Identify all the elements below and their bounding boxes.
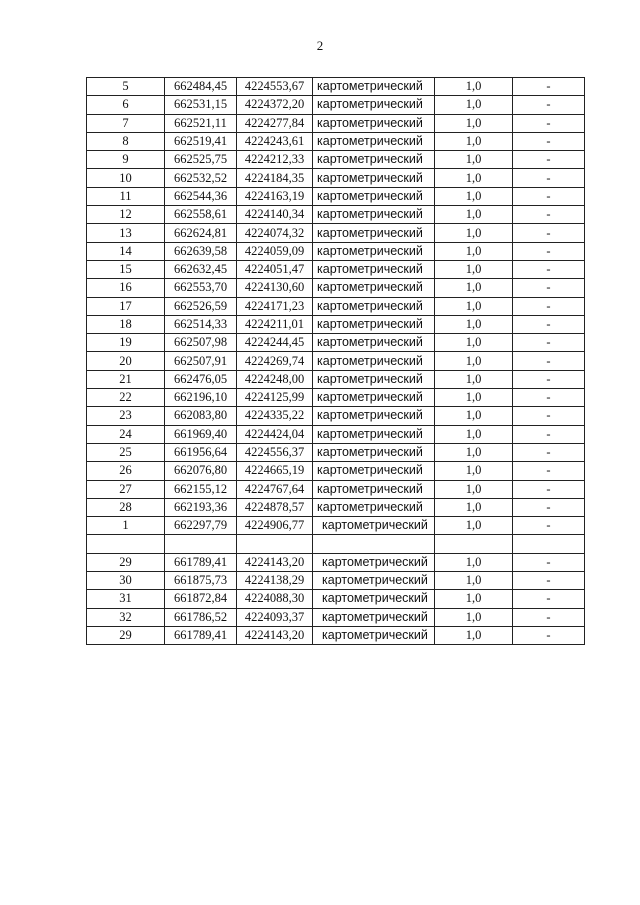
point-number-cell: 12 [87, 206, 165, 224]
table-row [87, 517, 585, 535]
y-coordinate-cell: 4224163,19 [237, 187, 313, 205]
accuracy-cell: 1,0 [435, 297, 513, 315]
method-cell: картометрический [313, 517, 435, 535]
description-cell: - [513, 572, 585, 590]
x-coordinate-cell: 661969,40 [165, 425, 237, 443]
method-cell: картометрический [313, 370, 435, 388]
table-row [87, 169, 585, 187]
y-coordinate-cell: 4224074,32 [237, 224, 313, 242]
y-coordinate-cell: 4224143,20 [237, 626, 313, 644]
x-coordinate-cell: 662525,75 [165, 151, 237, 169]
point-number-cell: 13 [87, 224, 165, 242]
table-row [87, 462, 585, 480]
x-coordinate-cell: 662639,58 [165, 242, 237, 260]
point-number-cell: 29 [87, 626, 165, 644]
x-coordinate-cell: 662553,70 [165, 279, 237, 297]
y-coordinate-cell: 4224171,23 [237, 297, 313, 315]
table-row [87, 224, 585, 242]
table-row [87, 297, 585, 315]
description-cell: - [513, 297, 585, 315]
accuracy-cell [435, 535, 513, 553]
point-number-cell: 7 [87, 114, 165, 132]
description-cell: - [513, 407, 585, 425]
accuracy-cell: 1,0 [435, 187, 513, 205]
x-coordinate-cell: 661875,73 [165, 572, 237, 590]
accuracy-cell: 1,0 [435, 626, 513, 644]
description-cell: - [513, 151, 585, 169]
table-row [87, 315, 585, 333]
point-number-cell: 17 [87, 297, 165, 315]
point-number-cell: 21 [87, 370, 165, 388]
x-coordinate-cell: 662476,05 [165, 370, 237, 388]
description-cell: - [513, 206, 585, 224]
accuracy-cell: 1,0 [435, 480, 513, 498]
accuracy-cell: 1,0 [435, 370, 513, 388]
table-row [87, 608, 585, 626]
y-coordinate-cell: 4224243,61 [237, 132, 313, 150]
description-cell: - [513, 608, 585, 626]
table-row [87, 407, 585, 425]
method-cell: картометрический [313, 425, 435, 443]
accuracy-cell: 1,0 [435, 425, 513, 443]
accuracy-cell: 1,0 [435, 498, 513, 516]
description-cell: - [513, 224, 585, 242]
coordinates-table-body [87, 78, 585, 645]
point-number-cell: 29 [87, 553, 165, 571]
description-cell: - [513, 480, 585, 498]
method-cell: картометрический [313, 96, 435, 114]
x-coordinate-cell: 662531,15 [165, 96, 237, 114]
y-coordinate-cell: 4224130,60 [237, 279, 313, 297]
table-row [87, 206, 585, 224]
y-coordinate-cell: 4224767,64 [237, 480, 313, 498]
y-coordinate-cell: 4224269,74 [237, 352, 313, 370]
method-cell: картометрический [313, 480, 435, 498]
description-cell: - [513, 352, 585, 370]
y-coordinate-cell: 4224277,84 [237, 114, 313, 132]
method-cell: картометрический [313, 187, 435, 205]
description-cell: - [513, 279, 585, 297]
method-cell: картометрический [313, 352, 435, 370]
y-coordinate-cell: 4224211,01 [237, 315, 313, 333]
point-number-cell: 16 [87, 279, 165, 297]
method-cell: картометрический [313, 334, 435, 352]
accuracy-cell: 1,0 [435, 206, 513, 224]
method-cell: картометрический [313, 224, 435, 242]
description-cell: - [513, 132, 585, 150]
accuracy-cell: 1,0 [435, 517, 513, 535]
method-cell: картометрический [313, 462, 435, 480]
accuracy-cell: 1,0 [435, 334, 513, 352]
description-cell: - [513, 626, 585, 644]
method-cell: картометрический [313, 169, 435, 187]
x-coordinate-cell [165, 535, 237, 553]
x-coordinate-cell: 662521,11 [165, 114, 237, 132]
accuracy-cell: 1,0 [435, 389, 513, 407]
y-coordinate-cell: 4224212,33 [237, 151, 313, 169]
method-cell: картометрический [313, 206, 435, 224]
accuracy-cell: 1,0 [435, 572, 513, 590]
description-cell: - [513, 260, 585, 278]
point-number-cell: 22 [87, 389, 165, 407]
y-coordinate-cell: 4224556,37 [237, 443, 313, 461]
accuracy-cell: 1,0 [435, 78, 513, 96]
method-cell: картометрический [313, 572, 435, 590]
method-cell: картометрический [313, 132, 435, 150]
x-coordinate-cell: 662297,79 [165, 517, 237, 535]
method-cell: картометрический [313, 242, 435, 260]
x-coordinate-cell: 662507,98 [165, 334, 237, 352]
table-row [87, 370, 585, 388]
table-row [87, 242, 585, 260]
accuracy-cell: 1,0 [435, 169, 513, 187]
method-cell: картометрический [313, 407, 435, 425]
table-row [87, 352, 585, 370]
table-row [87, 443, 585, 461]
accuracy-cell: 1,0 [435, 96, 513, 114]
accuracy-cell: 1,0 [435, 315, 513, 333]
description-cell: - [513, 462, 585, 480]
point-number-cell: 10 [87, 169, 165, 187]
table-row [87, 626, 585, 644]
point-number-cell: 32 [87, 608, 165, 626]
x-coordinate-cell: 662155,12 [165, 480, 237, 498]
accuracy-cell: 1,0 [435, 224, 513, 242]
y-coordinate-cell: 4224051,47 [237, 260, 313, 278]
description-cell: - [513, 553, 585, 571]
y-coordinate-cell: 4224143,20 [237, 553, 313, 571]
x-coordinate-cell: 662558,61 [165, 206, 237, 224]
point-number-cell: 26 [87, 462, 165, 480]
method-cell: картометрический [313, 78, 435, 96]
accuracy-cell: 1,0 [435, 114, 513, 132]
method-cell: картометрический [313, 590, 435, 608]
y-coordinate-cell: 4224335,22 [237, 407, 313, 425]
x-coordinate-cell: 661872,84 [165, 590, 237, 608]
point-number-cell: 6 [87, 96, 165, 114]
method-cell: картометрический [313, 498, 435, 516]
method-cell: картометрический [313, 608, 435, 626]
x-coordinate-cell: 662507,91 [165, 352, 237, 370]
table-row [87, 151, 585, 169]
y-coordinate-cell: 4224138,29 [237, 572, 313, 590]
method-cell: картометрический [313, 553, 435, 571]
x-coordinate-cell: 662526,59 [165, 297, 237, 315]
accuracy-cell: 1,0 [435, 260, 513, 278]
coordinates-table [86, 77, 585, 645]
accuracy-cell: 1,0 [435, 443, 513, 461]
accuracy-cell: 1,0 [435, 352, 513, 370]
description-cell: - [513, 590, 585, 608]
x-coordinate-cell: 662632,45 [165, 260, 237, 278]
description-cell: - [513, 370, 585, 388]
method-cell: картометрический [313, 297, 435, 315]
table-row [87, 96, 585, 114]
y-coordinate-cell: 4224248,00 [237, 370, 313, 388]
table-row [87, 187, 585, 205]
method-cell: картометрический [313, 260, 435, 278]
point-number-cell: 28 [87, 498, 165, 516]
accuracy-cell: 1,0 [435, 132, 513, 150]
x-coordinate-cell: 662519,41 [165, 132, 237, 150]
y-coordinate-cell: 4224244,45 [237, 334, 313, 352]
method-cell: картометрический [313, 626, 435, 644]
description-cell: - [513, 78, 585, 96]
method-cell: картометрический [313, 279, 435, 297]
page-number: 2 [316, 38, 324, 53]
point-number-cell: 9 [87, 151, 165, 169]
description-cell: - [513, 517, 585, 535]
table-row [87, 553, 585, 571]
point-number-cell: 31 [87, 590, 165, 608]
x-coordinate-cell: 662083,80 [165, 407, 237, 425]
table-row [87, 114, 585, 132]
description-cell [513, 535, 585, 553]
description-cell: - [513, 425, 585, 443]
accuracy-cell: 1,0 [435, 279, 513, 297]
description-cell: - [513, 334, 585, 352]
accuracy-cell: 1,0 [435, 407, 513, 425]
y-coordinate-cell: 4224125,99 [237, 389, 313, 407]
x-coordinate-cell: 662484,45 [165, 78, 237, 96]
method-cell: картометрический [313, 315, 435, 333]
table-row [87, 498, 585, 516]
point-number-cell: 19 [87, 334, 165, 352]
y-coordinate-cell: 4224906,77 [237, 517, 313, 535]
point-number-cell: 11 [87, 187, 165, 205]
y-coordinate-cell: 4224088,30 [237, 590, 313, 608]
x-coordinate-cell: 662193,36 [165, 498, 237, 516]
y-coordinate-cell: 4224372,20 [237, 96, 313, 114]
y-coordinate-cell: 4224878,57 [237, 498, 313, 516]
x-coordinate-cell: 662076,80 [165, 462, 237, 480]
x-coordinate-cell: 661789,41 [165, 626, 237, 644]
y-coordinate-cell: 4224553,67 [237, 78, 313, 96]
point-number-cell: 1 [87, 517, 165, 535]
y-coordinate-cell: 4224665,19 [237, 462, 313, 480]
y-coordinate-cell [237, 535, 313, 553]
point-number-cell: 27 [87, 480, 165, 498]
table-row [87, 389, 585, 407]
table-row [87, 279, 585, 297]
table-row [87, 334, 585, 352]
y-coordinate-cell: 4224093,37 [237, 608, 313, 626]
x-coordinate-cell: 661786,52 [165, 608, 237, 626]
x-coordinate-cell: 662624,81 [165, 224, 237, 242]
x-coordinate-cell: 662532,52 [165, 169, 237, 187]
y-coordinate-cell: 4224424,04 [237, 425, 313, 443]
point-number-cell: 25 [87, 443, 165, 461]
point-number-cell: 20 [87, 352, 165, 370]
table-row [87, 425, 585, 443]
accuracy-cell: 1,0 [435, 553, 513, 571]
description-cell: - [513, 242, 585, 260]
y-coordinate-cell: 4224184,35 [237, 169, 313, 187]
description-cell: - [513, 114, 585, 132]
method-cell [313, 535, 435, 553]
description-cell: - [513, 315, 585, 333]
description-cell: - [513, 96, 585, 114]
y-coordinate-cell: 4224059,09 [237, 242, 313, 260]
method-cell: картометрический [313, 151, 435, 169]
accuracy-cell: 1,0 [435, 590, 513, 608]
description-cell: - [513, 443, 585, 461]
x-coordinate-cell: 662196,10 [165, 389, 237, 407]
y-coordinate-cell: 4224140,34 [237, 206, 313, 224]
table-row [87, 590, 585, 608]
x-coordinate-cell: 662544,36 [165, 187, 237, 205]
accuracy-cell: 1,0 [435, 242, 513, 260]
description-cell: - [513, 169, 585, 187]
point-number-cell: 8 [87, 132, 165, 150]
x-coordinate-cell: 661789,41 [165, 553, 237, 571]
point-number-cell: 15 [87, 260, 165, 278]
accuracy-cell: 1,0 [435, 462, 513, 480]
description-cell: - [513, 498, 585, 516]
method-cell: картометрический [313, 443, 435, 461]
point-number-cell: 24 [87, 425, 165, 443]
point-number-cell: 23 [87, 407, 165, 425]
table-row [87, 132, 585, 150]
method-cell: картометрический [313, 389, 435, 407]
point-number-cell: 5 [87, 78, 165, 96]
x-coordinate-cell: 661956,64 [165, 443, 237, 461]
accuracy-cell: 1,0 [435, 608, 513, 626]
accuracy-cell: 1,0 [435, 151, 513, 169]
table-row [87, 480, 585, 498]
point-number-cell: 30 [87, 572, 165, 590]
method-cell: картометрический [313, 114, 435, 132]
point-number-cell [87, 535, 165, 553]
x-coordinate-cell: 662514,33 [165, 315, 237, 333]
point-number-cell: 18 [87, 315, 165, 333]
point-number-cell: 14 [87, 242, 165, 260]
table-row [87, 260, 585, 278]
description-cell: - [513, 389, 585, 407]
table-row [87, 78, 585, 96]
table-row-separator [87, 535, 585, 553]
table-row [87, 572, 585, 590]
description-cell: - [513, 187, 585, 205]
